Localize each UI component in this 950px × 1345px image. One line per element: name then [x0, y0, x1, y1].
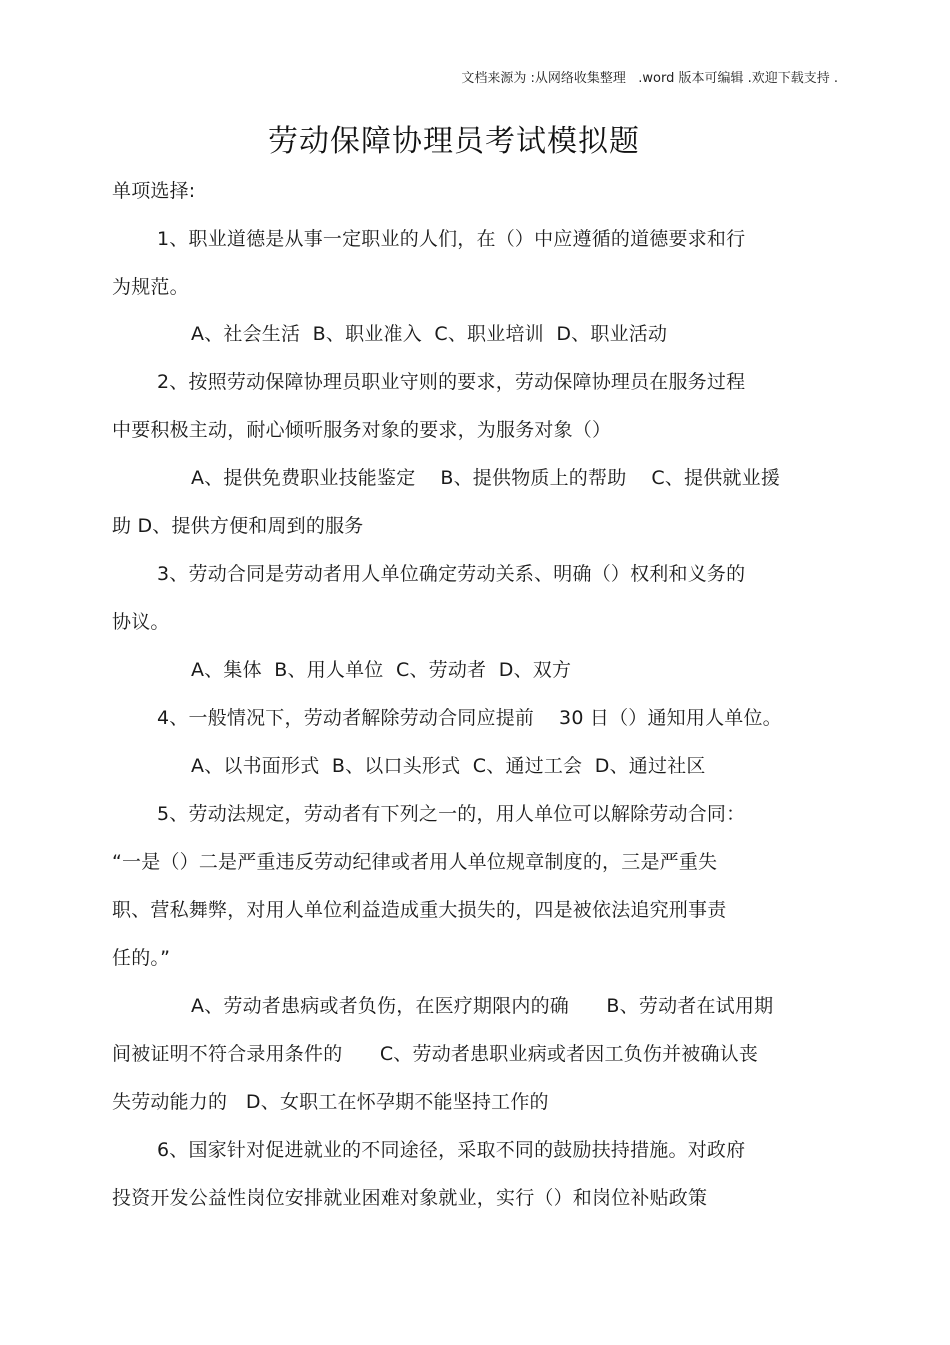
question-2-text-cont: 中要积极主动，耐心倾听服务对象的要求，为服务对象（）: [112, 419, 612, 441]
page-title: 劳动保障协理员考试模拟题: [268, 124, 640, 159]
question-6-text: 6、国家针对促进就业的不同途径，采取不同的鼓励扶持措施。对政府: [157, 1139, 746, 1161]
question-2-options-cont: 助 D、提供方便和周到的服务: [112, 515, 364, 537]
section-label: 单项选择:: [112, 180, 196, 202]
question-5-text-cont-2: 职、营私舞弊，对用人单位利益造成重大损失的，四是被依法追究刑事责: [112, 899, 727, 921]
question-5-options-cont-1: 间被证明不符合录用条件的 C、劳动者患职业病或者因工负伤并被确认丧: [112, 1043, 759, 1065]
question-3-text-cont: 协议。: [112, 611, 170, 633]
question-5-options-cont-2: 失劳动能力的 D、女职工在怀孕期不能坚持工作的: [112, 1091, 549, 1113]
question-1-options: A、社会生活 B、职业准入 C、职业培训 D、职业活动: [191, 323, 668, 345]
question-5-text-cont-1: “一是（）二是严重违反劳动纪律或者用人单位规章制度的，三是严重失: [112, 851, 718, 873]
source-note: 文档来源为 :从网络收集整理 .word 版本可编辑 .欢迎下载支持 .: [461, 71, 838, 86]
question-5-options: A、劳动者患病或者负伤，在医疗期限内的确 B、劳动者在试用期: [191, 995, 774, 1017]
question-3-options: A、集体 B、用人单位 C、劳动者 D、双方: [191, 659, 572, 681]
question-6-text-cont: 投资开发公益性岗位安排就业困难对象就业，实行（）和岗位补贴政策: [112, 1187, 708, 1209]
question-1-text: 1、职业道德是从事一定职业的人们，在（）中应遵循的道德要求和行: [157, 228, 746, 250]
question-4-options: A、以书面形式 B、以口头形式 C、通过工会 D、通过社区: [191, 755, 706, 777]
question-1-text-cont: 为规范。: [112, 276, 189, 298]
question-2-text: 2、按照劳动保障协理员职业守则的要求，劳动保障协理员在服务过程: [157, 371, 746, 393]
question-5-text: 5、劳动法规定，劳动者有下列之一的，用人单位可以解除劳动合同：: [157, 803, 746, 825]
question-2-options: A、提供免费职业技能鉴定 B、提供物质上的帮助 C、提供就业援: [191, 467, 781, 489]
question-5-text-cont-3: 任的。”: [112, 947, 171, 969]
question-3-text: 3、劳动合同是劳动者用人单位确定劳动关系、明确（）权利和义务的: [157, 563, 746, 585]
question-4-text: 4、一般情况下，劳动者解除劳动合同应提前 30 日（）通知用人单位。: [157, 707, 782, 729]
